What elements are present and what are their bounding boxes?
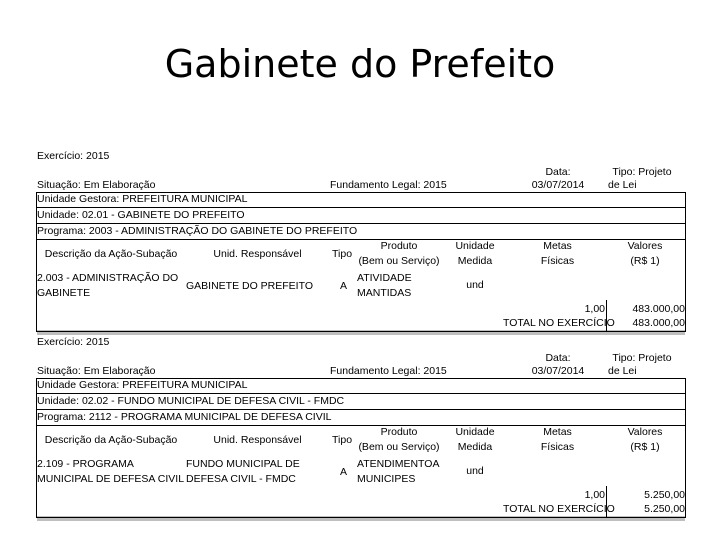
- header-descricao: Descrição da Ação-Subação: [44, 434, 178, 446]
- data-value: 03/07/2014: [531, 365, 585, 377]
- row-tipo: A: [340, 466, 348, 478]
- header-box: [36, 378, 686, 518]
- tipo-label: Tipo: Projeto: [612, 352, 672, 364]
- tipo-value: de Lei: [608, 179, 637, 191]
- header-unidade-2: Medida: [457, 255, 493, 267]
- header-produto-2: (Bem ou Serviço): [358, 255, 440, 267]
- divider-line: [36, 425, 686, 426]
- header-box: [36, 192, 686, 332]
- header-tipo: Tipo: [332, 248, 353, 260]
- row-descricao-1: 2.109 - PROGRAMA: [37, 458, 134, 470]
- header-produto-1: Produto: [380, 240, 418, 252]
- total-label: TOTAL NO EXERCÍCIO: [503, 503, 615, 515]
- programa-label: Programa: 2112 - PROGRAMA MUNICIPAL DE DEFESA CIVIL: [37, 411, 332, 423]
- page-title: Gabinete do Prefeito: [164, 42, 556, 86]
- row-unidade: und: [466, 465, 484, 477]
- header-unidade-1: Unidade: [455, 240, 495, 252]
- header-produto-2: (Bem ou Serviço): [358, 441, 440, 453]
- header-metas-2: Físicas: [540, 441, 575, 453]
- row-unidade: und: [466, 279, 484, 291]
- exercicio-label: Exercício: 2015: [37, 150, 110, 162]
- header-unidade-2: Medida: [457, 441, 493, 453]
- row-responsavel-1: FUNDO MUNICIPAL DE: [186, 458, 300, 470]
- header-unidade-1: Unidade: [455, 426, 495, 438]
- header-valores-1: Valores: [627, 426, 663, 438]
- unidade-gestora: Unidade Gestora: PREFEITURA MUNICIPAL: [37, 379, 248, 391]
- row-descricao-2: GABINETE: [37, 287, 91, 299]
- row-metas: 1,00: [584, 303, 605, 315]
- row-descricao-1: 2.003 - ADMINISTRAÇÃO DO: [37, 272, 179, 284]
- header-metas-1: Metas: [543, 426, 572, 438]
- divider-line: [36, 239, 686, 240]
- tipo-label: Tipo: Projeto: [612, 166, 672, 178]
- unidade-label: Unidade: 02.01 - GABINETE DO PREFEITO: [37, 209, 245, 221]
- header-valores-2: (R$ 1): [630, 441, 660, 453]
- total-value: 483.000,00: [632, 317, 685, 329]
- unidade-gestora: Unidade Gestora: PREFEITURA MUNICIPAL: [37, 193, 248, 205]
- divider-line: [36, 192, 37, 332]
- total-value: 5.250,00: [644, 503, 685, 515]
- header-descricao: Descrição da Ação-Subação: [44, 248, 178, 260]
- header-produto-1: Produto: [380, 426, 418, 438]
- total-label: TOTAL NO EXERCÍCIO: [503, 317, 615, 329]
- header-tipo: Tipo: [332, 434, 353, 446]
- row-produto-1: ATIVIDADE: [357, 272, 412, 284]
- tipo-value: de Lei: [608, 365, 637, 377]
- row-metas: 1,00: [584, 489, 605, 501]
- header-responsavel: Unid. Responsável: [213, 434, 302, 446]
- header-responsavel: Unid. Responsável: [213, 248, 302, 260]
- divider-line: [36, 223, 686, 224]
- fundamento-label: Fundamento Legal: 2015: [330, 179, 447, 191]
- divider-line: [36, 409, 686, 410]
- divider-line: [606, 300, 607, 332]
- divider-line: [36, 378, 37, 518]
- data-label: Data:: [545, 352, 571, 364]
- row-descricao-2: MUNICIPAL DE DEFESA CIVIL: [37, 473, 185, 485]
- data-value: 03/07/2014: [531, 179, 585, 191]
- header-valores-2: (R$ 1): [630, 255, 660, 267]
- fundamento-label: Fundamento Legal: 2015: [330, 365, 447, 377]
- row-produto-1: ATENDIMENTOA: [357, 458, 440, 470]
- row-valores: 5.250,00: [644, 489, 685, 501]
- row-produto-2: MUNICIPES: [357, 473, 416, 485]
- row-responsavel-2: DEFESA CIVIL - FMDC: [186, 473, 296, 485]
- header-valores-1: Valores: [627, 240, 663, 252]
- situacao-label: Situação: Em Elaboração: [37, 365, 156, 377]
- row-valores: 483.000,00: [632, 303, 685, 315]
- exercicio-label: Exercício: 2015: [37, 336, 110, 348]
- situacao-label: Situação: Em Elaboração: [37, 179, 156, 191]
- programa-label: Programa: 2003 - ADMINISTRAÇÃO DO GABINETE DO PREFEITO: [37, 225, 358, 237]
- header-metas-2: Físicas: [540, 255, 575, 267]
- divider-line: [606, 486, 607, 518]
- row-tipo: A: [340, 280, 348, 292]
- divider-line: [36, 207, 686, 208]
- header-metas-1: Metas: [543, 240, 572, 252]
- row-responsavel-1: GABINETE DO PREFEITO: [186, 280, 313, 292]
- data-label: Data:: [545, 166, 571, 178]
- unidade-label: Unidade: 02.02 - FUNDO MUNICIPAL DE DEFESA CIVIL - FMDC: [37, 395, 345, 407]
- row-produto-2: MANTIDAS: [357, 287, 412, 299]
- divider-line: [36, 393, 686, 394]
